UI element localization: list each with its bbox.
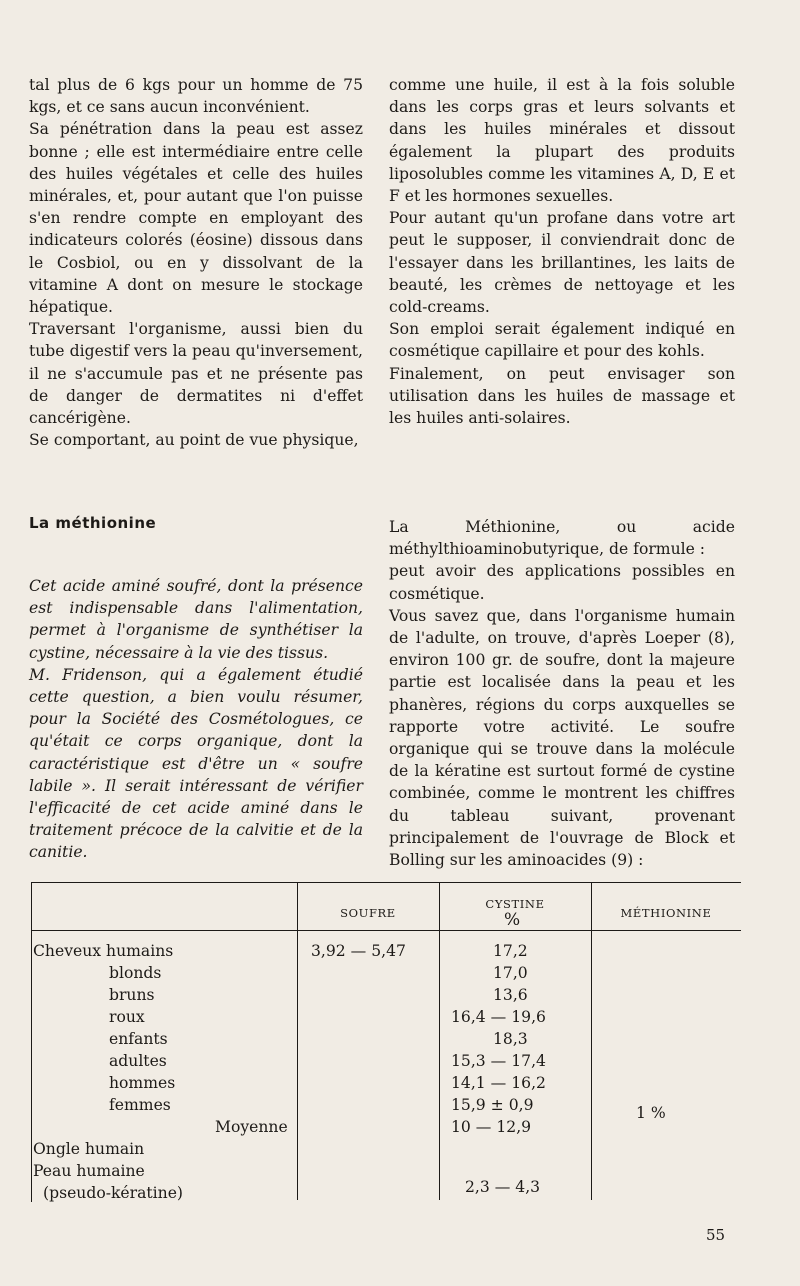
row-label: (pseudo-kératine) [43, 1184, 184, 1202]
row-label: Peau humaine [33, 1162, 145, 1180]
soufre-value: 3,92 — 5,47 [311, 942, 406, 960]
row-label: roux [109, 1008, 145, 1026]
amino-acid-table [31, 882, 741, 1202]
row-label: Moyenne [215, 1118, 288, 1136]
paragraph: Traversant l'organisme, aussi bien du tube digestif vers la peau qu'inversement, il ne s'accumule pas et ne présente pas de danger de dermatites ni d'effet cancérigène. [29, 320, 363, 428]
paragraph: Vous savez que, dans l'organisme humain de l'adulte, on trouve, d'après Loeper (8), environ 100 gr. de soufre, dont la majeure partie est localisée dans la peau et les phanères, régions du corps auxquelles se rapporte votre activité. Le soufre organique qui se trouve dans la molécule de la kératine est surtout formé de cystine combinée, comme le montrent les chiffres du tableau suivant, provenant principalement de l'ouvrage de Block et Bolling sur les aminoacides (9) : [389, 606, 735, 870]
intro-paragraph: M. Fridenson, qui a également étudié cette question, a bien voulu résumer, pour la Société des Cosmétologues, ce qu'était ce corps organique, dont la caractéristique est d'être un « soufre labile ». Il serait intéressant de vérifier l'efficacité de cet acide aminé dans le traitement précoce de la calvitie et de la canitie. [29, 665, 363, 862]
right-column-top [389, 74, 735, 429]
row-label: enfants [109, 1030, 168, 1048]
cystine-value: 15,9 ± 0,9 [451, 1096, 534, 1114]
header-cystine: CYSTINE [485, 897, 545, 911]
header-methionine: MÉTHIONINE [620, 906, 712, 920]
table-column-rule [297, 882, 298, 1200]
row-label: hommes [109, 1074, 176, 1092]
cystine-value: 16,4 — 19,6 [451, 1008, 546, 1026]
table-header-rule [31, 930, 741, 931]
cystine-value: 15,3 — 17,4 [451, 1052, 546, 1070]
cystine-value: 18,3 [493, 1030, 528, 1048]
paragraph: Finalement, on peut envisager son utilisation dans les huiles de massage et les huiles anti-solaires. [389, 364, 735, 428]
cystine-value: 14,1 — 16,2 [451, 1074, 546, 1092]
cystine-value: 10 — 12,9 [451, 1118, 532, 1136]
header-cystine-unit: % [504, 910, 521, 930]
paragraph: peut avoir des applications possibles en cosmétique. [389, 562, 735, 603]
section-intro [29, 575, 363, 864]
right-column-bottom [389, 516, 735, 871]
cystine-value: 13,6 [493, 986, 528, 1004]
row-label: blonds [109, 964, 162, 982]
page-number: 55 [706, 1226, 726, 1244]
paragraph: tal plus de 6 kgs pour un homme de 75 kgs, et ce sans aucun inconvénient. [29, 76, 363, 117]
row-label: Ongle humain [33, 1140, 145, 1158]
paragraph: Pour autant qu'un profane dans votre art peut le supposer, il conviendrait donc de l'essayer dans les brillantines, les laits de beauté, les crèmes de nettoyage et les cold-creams. [389, 209, 735, 317]
paragraph: Se comportant, au point de vue physique, [29, 431, 359, 450]
row-label: adultes [109, 1052, 167, 1070]
intro-paragraph: Cet acide aminé soufré, dont la présence est indispensable dans l'alimentation, permet à l'organisme de synthétiser la cystine, nécessaire à la vie des tissus. [29, 577, 363, 662]
table-column-rule [439, 882, 440, 1200]
table-column-rule [591, 882, 592, 1200]
row-label: femmes [109, 1096, 171, 1114]
section-heading: La méthionine [29, 514, 157, 532]
row-label: Cheveux humains [33, 942, 174, 960]
cystine-value: 2,3 — 4,3 [465, 1178, 541, 1196]
methionine-value: 1 % [636, 1104, 666, 1122]
left-column-top [29, 74, 363, 451]
paragraph: comme une huile, il est à la fois soluble dans les corps gras et leurs solvants et dans les huiles minérales et dissout également la plupart des produits liposolubles comme les vitamines A, D, E et F et les hormones sexuelles. [389, 76, 735, 206]
table-left-rule [31, 882, 32, 1202]
cystine-value: 17,0 [493, 964, 528, 982]
row-label: bruns [109, 986, 155, 1004]
paragraph: La Méthionine, ou acide méthylthioaminobutyrique, de formule : [389, 518, 735, 559]
header-soufre: SOUFRE [340, 906, 396, 920]
cystine-value: 17,2 [493, 942, 528, 960]
table-top-rule [31, 882, 741, 883]
paragraph: Sa pénétration dans la peau est assez bonne ; elle est intermédiaire entre celle des huiles végétales et celle des huiles minérales, et, pour autant que l'on puisse s'en rendre compte en employant des indicateurs colorés (éosine) dissous dans le Cosbiol, ou en y dissolvant de la vitamine A dont on mesure le stockage hépatique. [29, 120, 363, 317]
paragraph: Son emploi serait également indiqué en cosmétique capillaire et pour des kohls. [389, 320, 735, 361]
